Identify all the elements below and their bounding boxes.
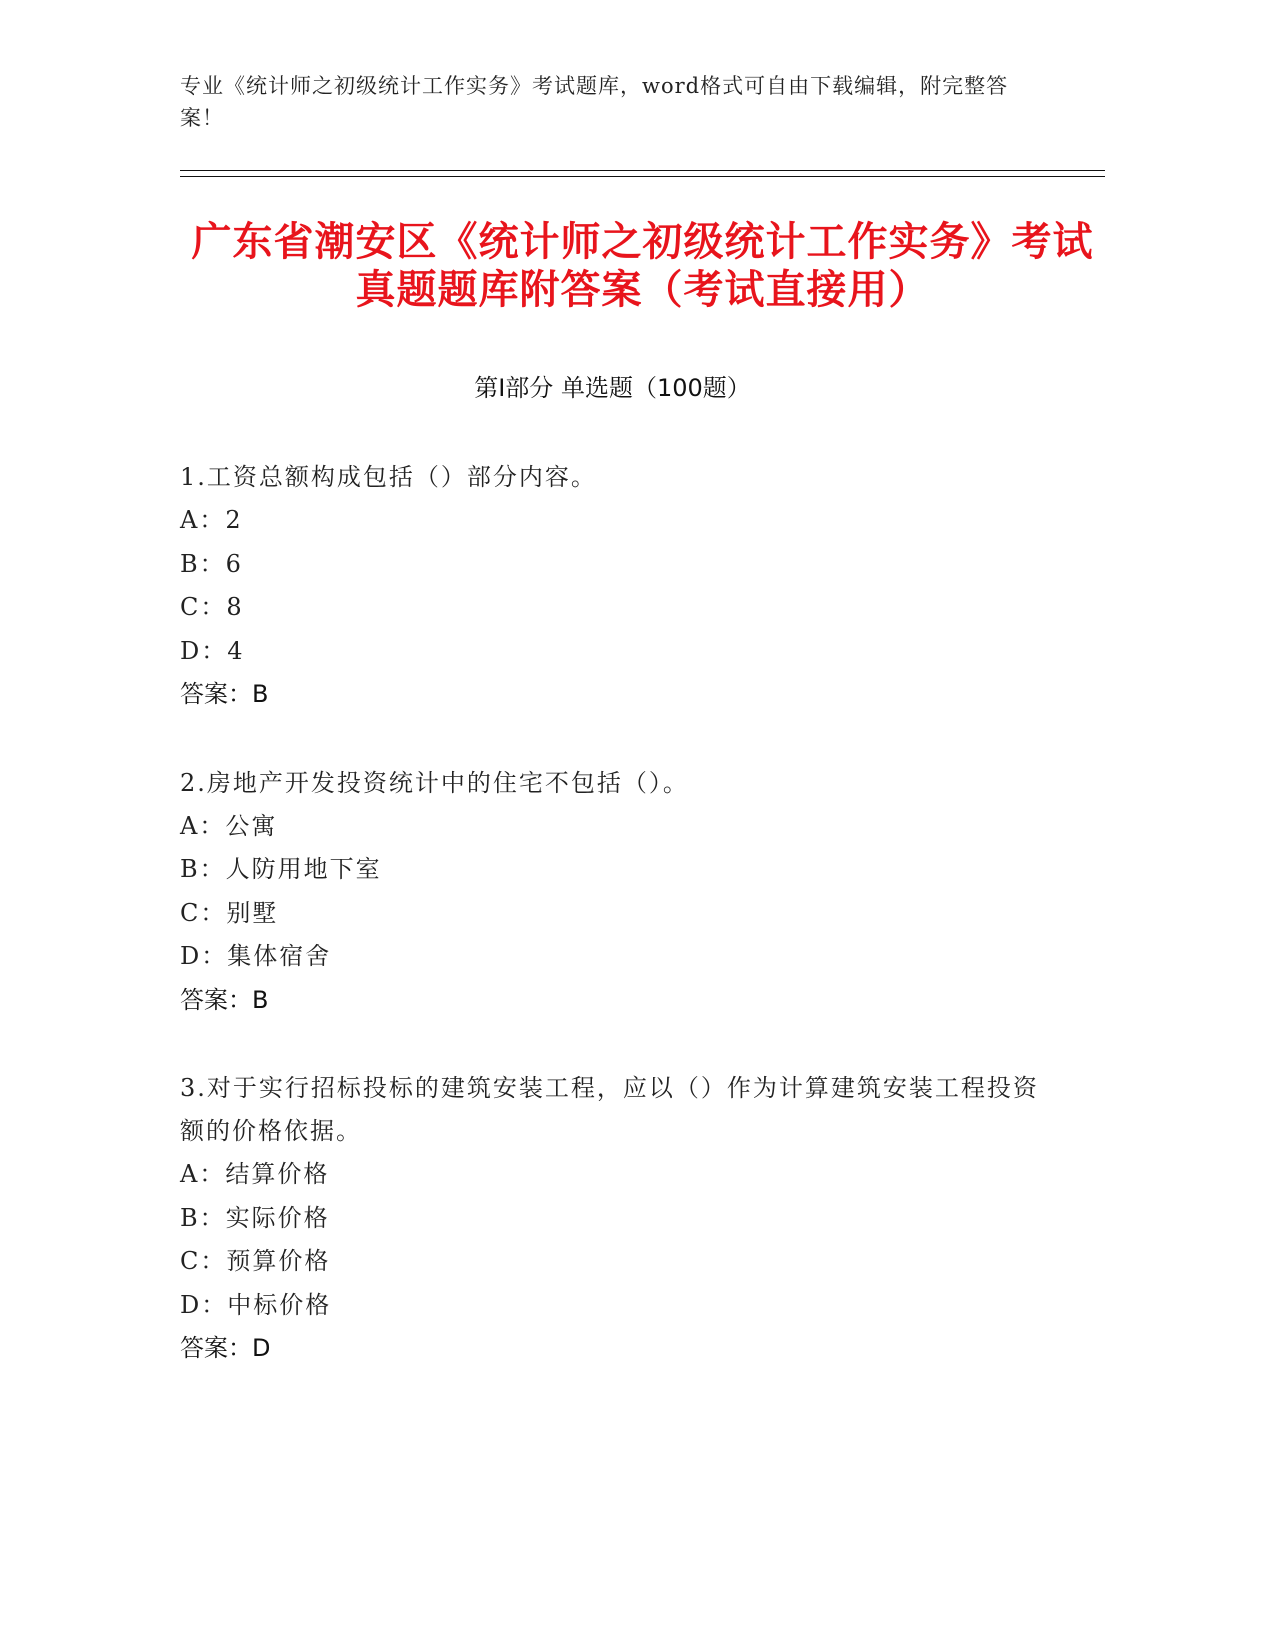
- question-2: [180, 762, 1040, 1023]
- answer-label: 答案：B: [180, 985, 269, 1014]
- option-b: B：人防用地下室: [180, 855, 382, 883]
- question-stem: 2.房地产开发投资统计中的住宅不包括（）。: [180, 768, 689, 797]
- question-1: [180, 456, 1040, 717]
- question-stem: 1.工资总额构成包括（）部分内容。: [180, 463, 597, 491]
- header-rule-bottom: [180, 176, 1105, 177]
- option-c: C：8: [180, 593, 244, 621]
- option-d: D：集体宿舍: [180, 942, 332, 970]
- document-title: 广东省潮安区《统计师之初级统计工作实务》考试真题题库附答案（考试直接用）: [191, 219, 1094, 313]
- option-c: C：预算价格: [180, 1247, 331, 1275]
- option-b: B：实际价格: [180, 1203, 330, 1232]
- question-3: [180, 1067, 1040, 1371]
- option-d: D：中标价格: [180, 1290, 332, 1319]
- option-d: D：4: [180, 636, 245, 665]
- option-c: C：别墅: [180, 898, 279, 927]
- option-b: B：6: [180, 549, 243, 578]
- option-a: A：2: [180, 506, 243, 534]
- option-a: A：公寓: [180, 811, 278, 840]
- question-list: [180, 456, 1040, 1416]
- option-a: A：结算价格: [180, 1160, 330, 1188]
- question-stem: 3.对于实行招标投标的建筑安装工程，应以（）作为计算建筑安装工程投资额的价格依据。: [180, 1074, 1039, 1145]
- header-note: 专业《统计师之初级统计工作实务》考试题库，word格式可自由下载编辑，附完整答案！: [180, 74, 1009, 130]
- answer-label: 答案：D: [180, 1334, 271, 1362]
- section-heading: 第I部分 单选题（100题）: [474, 374, 751, 402]
- header-rule-top: [180, 170, 1105, 171]
- answer-label: 答案：B: [180, 680, 269, 708]
